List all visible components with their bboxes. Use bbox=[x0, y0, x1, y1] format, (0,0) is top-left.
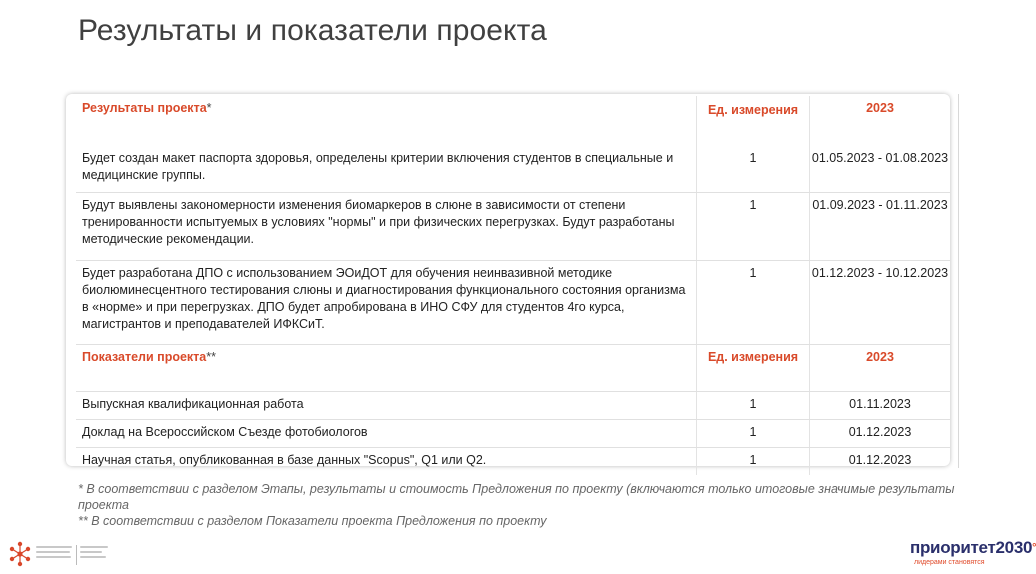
university-emblem-icon bbox=[6, 540, 34, 568]
indicator-text: Выпускная квалификационная работа bbox=[76, 392, 697, 420]
result-unit: 1 bbox=[697, 146, 810, 193]
indicators-header-year: 2023 bbox=[810, 345, 951, 392]
page-title: Результаты и показатели проекта bbox=[78, 14, 547, 47]
result-period: 01.05.2023 - 01.08.2023 bbox=[810, 146, 951, 193]
indicators-header-unit: Ед. измерения bbox=[697, 345, 810, 392]
result-text: Будет разработана ДПО с использованием ЭОиДОТ для обучения неинвазивной методике биолюминесцентного тестирования слюны и диагностирования функционального состояния организма в «норме» и при перегрузках. ДПО будет апробирована в ИНО СФУ для студентов 4го курса, магистрантов и преподавателей ИФКСиТ. bbox=[76, 261, 697, 345]
indicator-date: 01.12.2023 bbox=[810, 448, 951, 476]
indicator-date: 01.11.2023 bbox=[810, 392, 951, 420]
results-header-year: 2023 bbox=[810, 96, 951, 146]
brand-name: приоритет bbox=[910, 538, 996, 557]
indicator-text: Научная статья, опубликованная в базе данных "Scopus", Q1 или Q2. bbox=[82, 453, 487, 467]
result-text: Будут выявлены закономерности изменения биомаркеров в слюне в зависимости от степени тренированности испытуемых в условиях "нормы" и при физических перегрузках. Будут разработаны методические рекомендации. bbox=[76, 193, 697, 261]
results-footnote-marker: * bbox=[206, 101, 212, 115]
result-text: Будет создан макет паспорта здоровья, определены критерии включения студентов в специальные и медицинские группы. bbox=[76, 146, 697, 193]
indicator-unit: 1 bbox=[697, 420, 810, 448]
indicator-unit: 1 bbox=[697, 448, 810, 476]
footnote-results: * В соответствии с разделом Этапы, результаты и стоимость Предложения по проекту (включаются только итоговые значимые результаты проекта bbox=[78, 482, 955, 512]
table-row bbox=[76, 193, 950, 261]
indicators-header-row bbox=[76, 345, 950, 392]
table-row bbox=[76, 392, 950, 420]
results-indicators-table bbox=[76, 96, 950, 475]
university-logo bbox=[6, 540, 126, 568]
footnotes bbox=[78, 481, 958, 529]
result-period: 01.09.2023 - 01.11.2023 bbox=[810, 193, 951, 261]
brand-slogan: лидерами становятся bbox=[914, 559, 985, 566]
results-header-unit: Ед. измерения bbox=[697, 96, 810, 146]
table-row bbox=[76, 420, 950, 448]
divider-line bbox=[958, 94, 959, 468]
indicators-header-label: Показатели проекта bbox=[82, 350, 207, 364]
priority-2030-logo bbox=[910, 538, 1036, 570]
result-unit: 1 bbox=[697, 193, 810, 261]
table-row bbox=[76, 146, 950, 193]
result-period: 01.12.2023 - 10.12.2023 bbox=[810, 261, 951, 345]
results-header-row bbox=[76, 96, 950, 146]
footnote-indicators: ** В соответствии с разделом Показатели проекта Предложения по проекту bbox=[78, 514, 547, 528]
indicator-unit: 1 bbox=[697, 392, 810, 420]
results-header-label: Результаты проекта bbox=[82, 101, 207, 115]
brand-year: 2030 bbox=[995, 538, 1033, 557]
result-unit: 1 bbox=[697, 261, 810, 345]
indicator-date: 01.12.2023 bbox=[810, 420, 951, 448]
indicators-footnote-marker: ** bbox=[206, 350, 216, 364]
university-name-lines bbox=[36, 546, 74, 564]
table-row bbox=[76, 261, 950, 345]
table-row bbox=[76, 448, 950, 476]
indicator-text: Доклад на Всероссийском Съезде фотобиологов bbox=[76, 420, 697, 448]
brand-arc-icon: ° bbox=[1032, 542, 1036, 554]
program-name-lines bbox=[80, 546, 112, 564]
